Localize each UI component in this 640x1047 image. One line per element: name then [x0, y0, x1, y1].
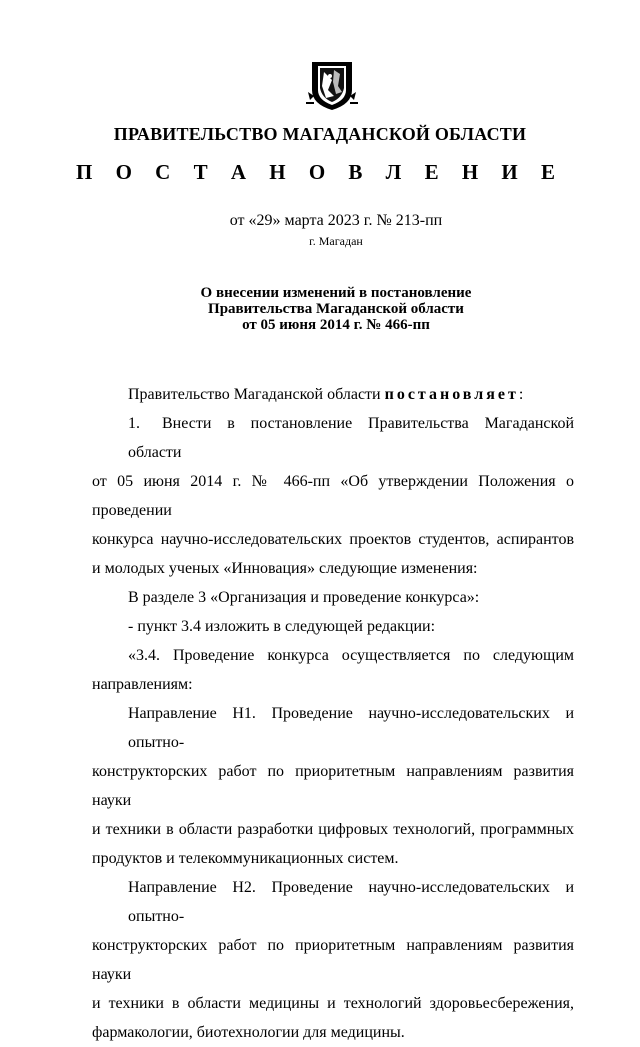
- document-dateline: от «29» марта 2023 г. № 213-пп: [229, 212, 443, 229]
- h1-line-1: Направление Н1. Проведение научно-исследовательских и опытно-: [128, 705, 574, 751]
- section-paragraph: В разделе 3 «Организация и проведение конкурса»:: [128, 589, 480, 606]
- h1-line-3: и техники в области разработки цифровых технологий, программных: [92, 821, 574, 838]
- h2-line-1: Направление Н2. Проведение научно-исследовательских и опытно-: [128, 879, 574, 925]
- preamble-verb: постановляет: [384, 386, 519, 403]
- document-city: г. Магадан: [309, 234, 363, 248]
- h2-line-3: и техники в области медицины и технологий здоровьесбережения,: [92, 995, 574, 1012]
- item-1-text-1: Внести в постановление Правительства Магаданской области: [128, 415, 574, 461]
- preamble-paragraph: [92, 380, 574, 409]
- document-body: [92, 380, 574, 1047]
- preamble-suffix: :: [518, 386, 524, 403]
- h1-line-2: конструкторских работ по приоритетным направлениям развития науки: [92, 763, 574, 809]
- clause-line-2: направлениям:: [92, 676, 193, 693]
- document-type-title: П О С Т А Н О В Л Е Н И Е: [75, 160, 564, 184]
- direction-h1-paragraph: [92, 699, 574, 873]
- magadan-coat-of-arms-icon: [304, 56, 360, 112]
- subject-line-3: от 05 июня 2014 г. № 466-пп: [242, 317, 430, 333]
- preamble-prefix: Правительство Магаданской области: [128, 386, 385, 403]
- h2-line-4: фармакологии, биотехнологии для медицины.: [92, 1024, 405, 1041]
- item-1-paragraph: [92, 409, 574, 583]
- point-paragraph: - пункт 3.4 изложить в следующей редакции:: [128, 618, 436, 635]
- document-subject: [16, 285, 640, 333]
- clause-paragraph: [92, 641, 574, 699]
- direction-h2-paragraph: [92, 873, 574, 1047]
- h2-line-2: конструкторских работ по приоритетным направлениям развития науки: [92, 937, 574, 983]
- subject-line-1: О внесении изменений в постановление: [200, 285, 472, 301]
- item-1-line-3: конкурса научно-исследовательских проектов студентов, аспирантов: [92, 531, 574, 548]
- item-1-number: 1.: [128, 415, 140, 432]
- clause-line-1: «3.4. Проведение конкурса осуществляется по следующим: [128, 647, 574, 664]
- item-1-line-1: [92, 409, 574, 467]
- organization-title: ПРАВИТЕЛЬСТВО МАГАДАНСКОЙ ОБЛАСТИ: [113, 124, 527, 144]
- item-1-line-2: от 05 июня 2014 г. № 466-пп «Об утверждении Положения о проведении: [92, 473, 574, 519]
- subject-line-2: Правительства Магаданской области: [208, 301, 464, 317]
- h1-line-4: продуктов и телекоммуникационных систем.: [92, 850, 399, 867]
- item-1-line-4: и молодых ученых «Инновация» следующие изменения:: [92, 560, 478, 577]
